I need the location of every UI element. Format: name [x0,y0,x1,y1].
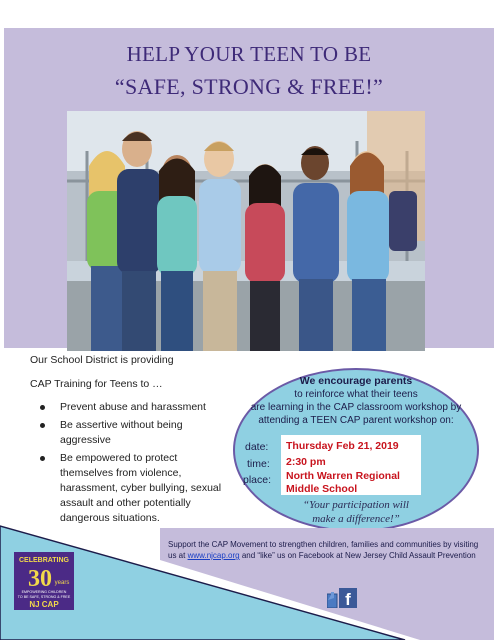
event-place-line1: North Warren Regional [286,470,400,482]
event-time: 2:30 pm [286,456,326,468]
callout-line2: are learning in the CAP classroom workshop by [250,402,462,413]
facebook-letter: f [345,590,351,608]
intro-line1: Our School District is providing [30,354,174,366]
teens-group-photo [67,111,425,351]
logo-tagline2: TO BE SAFE, STRONG & FREE [17,595,71,599]
logo-top-text: CELEBRATING [18,557,70,564]
logo-tagline1: EMPOWERING CHILDREN [21,590,67,594]
footer-text-end: and “like” us on Facebook at New Jersey Child Assault Prevention [239,551,476,560]
footer-band [0,520,494,640]
page-title-line2: “SAFE, STRONG & FREE!” [114,74,384,99]
list-item: Be assertive without being aggressive [30,418,230,448]
benefit-list [30,400,230,529]
facebook-like-icon[interactable] [327,588,357,608]
callout-heading: We encourage parents [299,375,413,387]
quote-line2: make a difference!” [312,513,400,525]
event-date: Thursday Feb 21, 2019 [286,440,399,452]
callout-line3: attending a TEEN CAP parent workshop on: [258,415,454,426]
date-label: date: [245,441,269,453]
footer-text-start: Support the CAP Movement to strengthen children, families and communities by visiting us at [168,540,479,560]
logo-number: 30 [28,566,52,592]
list-item: Be empowered to protect themselves from violence, harassment, cyber bullying, sexual assault and other potentially dangerous situations. [30,451,230,526]
nj-cap-30-years-logo [14,552,74,610]
logo-name: NJ CAP [29,600,59,609]
njcap-website-link[interactable]: www.njcap.org [187,551,240,560]
event-place-line2: Middle School [286,483,358,495]
list-item: Prevent abuse and harassment [30,400,230,415]
page-title-line1: HELP YOUR TEEN TO BE [126,42,372,66]
callout-line1: to reinforce what their teens [294,389,418,400]
intro-line2: CAP Training for Teens to … [30,378,163,390]
footer-support-text [168,539,488,561]
time-label: time: [247,458,270,470]
logo-years: years [54,580,70,586]
quote-line1: “Your participation will [303,499,409,511]
place-label: place: [243,474,272,486]
